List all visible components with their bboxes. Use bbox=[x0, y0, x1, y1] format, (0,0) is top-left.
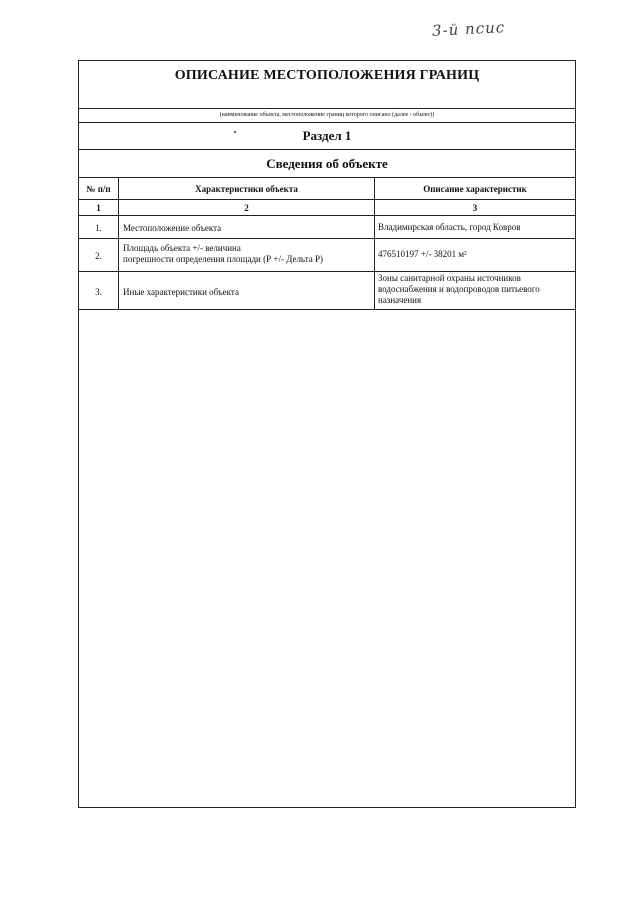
section-divider bbox=[79, 149, 575, 150]
row-3-divider bbox=[79, 309, 575, 310]
info-title: Сведения об объекте bbox=[266, 156, 388, 171]
header-characteristic: Характеристики объекта bbox=[195, 184, 298, 194]
info-divider bbox=[79, 177, 575, 178]
row-2-number: 2. bbox=[95, 251, 102, 261]
column-number-2: 2 bbox=[244, 203, 249, 213]
row-2-divider bbox=[79, 271, 575, 272]
row-3-description-line-3: назначения bbox=[378, 295, 422, 305]
document-title: ОПИСАНИЕ МЕСТОПОЛОЖЕНИЯ ГРАНИЦ bbox=[174, 68, 480, 83]
row-1-characteristic: Местоположение объекта bbox=[123, 223, 222, 233]
header-description: Описание характеристик bbox=[423, 184, 527, 194]
number-row-divider bbox=[79, 215, 575, 216]
handwritten-note: 3-й псис bbox=[431, 18, 506, 40]
document-frame bbox=[78, 60, 576, 808]
row-3-characteristic: Иные характеристики объекта bbox=[123, 287, 239, 297]
header-number: № п/п bbox=[86, 184, 111, 194]
column-divider-2 bbox=[374, 177, 375, 309]
column-divider-1 bbox=[118, 177, 119, 309]
row-3-description-line-1: Зоны санитарной охраны источников bbox=[378, 273, 521, 283]
subtitle-divider bbox=[79, 122, 575, 123]
section-title: Раздел 1 bbox=[302, 128, 352, 143]
row-3-number: 3. bbox=[95, 287, 102, 297]
column-number-1: 1 bbox=[96, 203, 101, 213]
row-1-description: Владимирская область, город Ковров bbox=[378, 222, 521, 232]
row-2-description: 476510197 +/- 38201 м² bbox=[378, 249, 467, 259]
row-2-characteristic-line-2: погрешности определения площади (Р +/- Дельта Р) bbox=[123, 254, 323, 264]
row-1-divider bbox=[79, 238, 575, 239]
row-3-description-line-2: водоснабжения и водопроводов питьевого bbox=[378, 284, 540, 294]
row-1-number: 1. bbox=[95, 223, 102, 233]
title-divider bbox=[79, 108, 575, 109]
document-subtitle: (наименование объекта, местоположение границ которого описано (далее - объект)) bbox=[219, 112, 435, 118]
column-number-3: 3 bbox=[472, 203, 478, 213]
row-2-characteristic-line-1: Площадь объекта +/- величина bbox=[123, 243, 241, 253]
header-row-divider bbox=[79, 199, 575, 200]
